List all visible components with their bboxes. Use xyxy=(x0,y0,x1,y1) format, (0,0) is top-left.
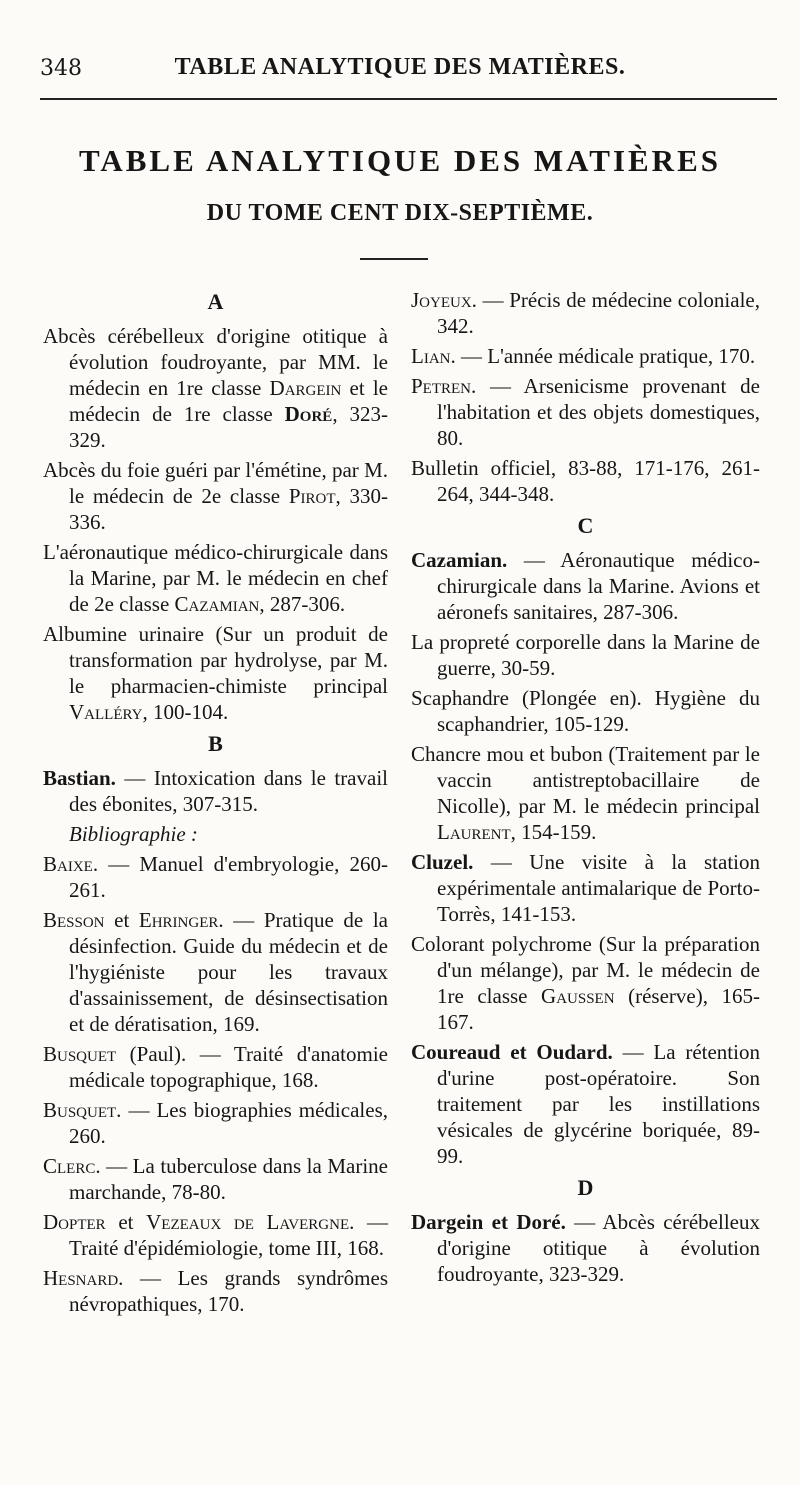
bibliography-label: Bibliographie : xyxy=(69,822,198,846)
index-entry: Colorant polychrome (Sur la préparation d'un mélange), par M. le médecin de 1re classe Gaussen (réserve), 165-167. xyxy=(411,932,760,1034)
header-rule xyxy=(40,98,777,100)
left-column xyxy=(43,287,388,1321)
index-entry: Abcès du foie guéri par l'émétine, par M. le médecin de 2e classe Pirot, 330-336. xyxy=(43,458,388,534)
index-entry: Chancre mou et bubon (Traitement par le vaccin antistreptobacillaire de Nicolle), par M. le médecin principal Laurent, 154-159. xyxy=(411,742,760,844)
page-subtitle: DU TOME CENT DIX-SEPTIÈME. xyxy=(206,200,594,226)
index-entry: Dargein et Doré. — Abcès cérébelleux d'origine otitique à évolution foudroyante, 323-329. xyxy=(411,1210,760,1286)
page-number: 348 xyxy=(40,56,82,81)
section-letter-b: B xyxy=(208,731,223,756)
index-entry: L'aéronautique médico-chirurgicale dans la Marine, par M. le médecin en chef de 2e classe Cazamian, 287-306. xyxy=(43,540,388,616)
index-entry: Bastian. — Intoxication dans le travail des ébonites, 307-315. xyxy=(43,766,388,816)
right-column xyxy=(411,287,760,1291)
index-entry: Bulletin officiel, 83-88, 171-176, 261-264, 344-348. xyxy=(411,456,760,506)
index-entry: Dopter et Vezeaux de Lavergne. — Traité d'épidémiologie, tome III, 168. xyxy=(43,1210,389,1260)
index-entry: Clerc. — La tuberculose dans la Marine marchande, 78-80. xyxy=(43,1154,388,1204)
index-entry: Abcès cérébelleux d'origine otitique à évolution foudroyante, par MM. le médecin en 1re classe Dargein et le médecin de 1re classe Doré, 323-329. xyxy=(43,324,388,452)
running-title: TABLE ANALYTIQUE DES MATIÈRES. xyxy=(174,54,626,80)
index-entry: Busquet (Paul). — Traité d'anatomie médicale topographique, 168. xyxy=(43,1042,388,1092)
title-rule xyxy=(360,258,428,260)
index-entry: Scaphandre (Plongée en). Hygiène du scaphandrier, 105-129. xyxy=(411,686,760,736)
section-letter-c: C xyxy=(577,513,594,538)
index-entry: Hesnard. — Les grands syndrômes névropathiques, 170. xyxy=(43,1266,388,1316)
index-entry: Besson et Ehringer. — Pratique de la désinfection. Guide du médecin et de l'hygiéniste pour les travaux d'assainissement, de désinsectisation et de dératisation, 169. xyxy=(43,908,388,1036)
index-entry: Albumine urinaire (Sur un produit de transformation par hydrolyse, par M. le pharmacien-chimiste principal Valléry, 100-104. xyxy=(43,622,388,724)
section-letter-a: A xyxy=(207,289,224,314)
index-entry: Busquet. — Les biographies médicales, 260. xyxy=(43,1098,388,1148)
index-entry: Coureaud et Oudard. — La rétention d'urine post-opératoire. Son traitement par les instillations vésicales de glycérine boriquée, 89-99. xyxy=(411,1040,760,1168)
index-entry: Baixe. — Manuel d'embryologie, 260-261. xyxy=(43,852,388,902)
index-entry: La propreté corporelle dans la Marine de guerre, 30-59. xyxy=(411,630,760,680)
page-title: TABLE ANALYTIQUE DES MATIÈRES xyxy=(78,143,721,178)
running-head xyxy=(0,52,800,92)
index-entry: Cazamian. — Aéronautique médico-chirurgicale dans la Marine. Avions et aéronefs sanitaires, 287-306. xyxy=(411,548,760,624)
index-entry: Petren. — Arsenicisme provenant de l'habitation et des objets domestiques, 80. xyxy=(411,374,760,450)
index-entry: Lian. — L'année médicale pratique, 170. xyxy=(411,344,756,368)
index-entry: Cluzel. — Une visite à la station expérimentale antimalarique de Porto-Torrès, 141-153. xyxy=(411,850,760,926)
section-letter-d: D xyxy=(577,1175,594,1200)
index-entry: Joyeux. — Précis de médecine coloniale, 342. xyxy=(411,288,760,338)
